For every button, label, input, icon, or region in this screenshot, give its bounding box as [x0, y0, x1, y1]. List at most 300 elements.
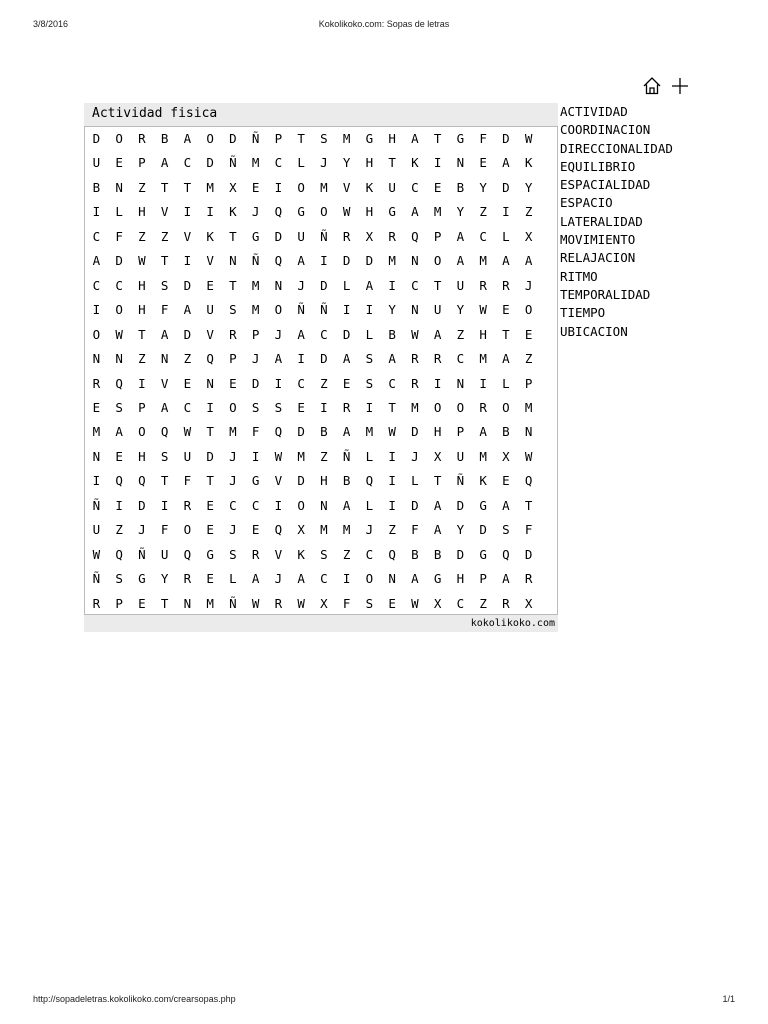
grid-cell[interactable]: S	[229, 546, 237, 562]
grid-cell[interactable]: A	[297, 571, 305, 587]
grid-cell[interactable]: Q	[274, 522, 283, 538]
grid-cell[interactable]: Q	[411, 228, 419, 244]
grid-cell[interactable]: Z	[479, 204, 487, 220]
grid-cell[interactable]: R	[251, 546, 260, 562]
grid-cell[interactable]: L	[502, 375, 510, 391]
grid-cell[interactable]: T	[524, 497, 533, 513]
grid-cell[interactable]: M	[251, 302, 260, 318]
grid-cell[interactable]: E	[251, 522, 260, 538]
grid-cell[interactable]: V	[274, 546, 283, 562]
grid-cell[interactable]: E	[388, 595, 396, 611]
grid-cell[interactable]: D	[365, 253, 374, 269]
grid-cell[interactable]: L	[297, 155, 305, 171]
grid-cell[interactable]: W	[92, 546, 101, 562]
grid-cell[interactable]: Q	[183, 546, 192, 562]
grid-cell[interactable]: K	[206, 228, 214, 244]
grid-cell[interactable]: R	[502, 595, 510, 611]
grid-cell[interactable]: Ñ	[92, 571, 101, 587]
grid-cell[interactable]: Z	[183, 351, 192, 367]
grid-cell[interactable]: I	[206, 204, 214, 220]
grid-cell[interactable]: A	[411, 131, 419, 146]
grid-cell[interactable]: E	[297, 399, 305, 415]
grid-cell[interactable]: J	[320, 155, 328, 171]
grid-cell[interactable]: H	[138, 204, 146, 220]
grid-cell[interactable]: D	[479, 522, 487, 538]
grid-cell[interactable]: Y	[342, 155, 351, 171]
grid-cell[interactable]: B	[320, 424, 328, 440]
grid-cell[interactable]: I	[342, 571, 351, 587]
grid-cell[interactable]: O	[115, 131, 123, 146]
grid-cell[interactable]: W	[524, 131, 533, 146]
grid-cell[interactable]: A	[502, 497, 510, 513]
grid-cell[interactable]: M	[479, 448, 487, 464]
grid-cell[interactable]: O	[274, 302, 283, 318]
grid-cell[interactable]: Ñ	[229, 155, 237, 171]
grid-cell[interactable]: Z	[138, 228, 146, 244]
grid-cell[interactable]: O	[524, 302, 533, 318]
grid-cell[interactable]: O	[456, 399, 465, 415]
grid-cell[interactable]: O	[297, 497, 305, 513]
grid-cell[interactable]: A	[274, 351, 283, 367]
grid-cell[interactable]: N	[183, 595, 192, 611]
grid-cell[interactable]: R	[388, 228, 396, 244]
grid-cell[interactable]: C	[456, 595, 465, 611]
grid-cell[interactable]: I	[138, 375, 146, 391]
grid-cell[interactable]: R	[138, 131, 146, 146]
grid-cell[interactable]: N	[229, 253, 237, 269]
grid-cell[interactable]: P	[479, 571, 487, 587]
grid-cell[interactable]: S	[115, 571, 123, 587]
grid-cell[interactable]: L	[115, 204, 123, 220]
grid-cell[interactable]: Y	[524, 179, 533, 195]
grid-cell[interactable]: W	[524, 448, 533, 464]
grid-cell[interactable]: J	[229, 522, 237, 538]
grid-cell[interactable]: X	[433, 448, 442, 464]
grid-cell[interactable]: V	[274, 473, 283, 489]
grid-cell[interactable]: S	[365, 351, 374, 367]
grid-cell[interactable]: O	[365, 571, 374, 587]
grid-cell[interactable]: R	[274, 595, 283, 611]
grid-cell[interactable]: U	[183, 448, 192, 464]
grid-cell[interactable]: Q	[502, 546, 510, 562]
grid-cell[interactable]: D	[524, 546, 533, 562]
grid-cell[interactable]: A	[411, 571, 419, 587]
grid-cell[interactable]: M	[92, 424, 101, 440]
grid-cell[interactable]: B	[92, 179, 101, 195]
grid-cell[interactable]: Ñ	[456, 473, 465, 489]
grid-cell[interactable]: B	[342, 473, 351, 489]
grid-cell[interactable]: I	[502, 204, 510, 220]
grid-cell[interactable]: H	[138, 277, 146, 293]
grid-cell[interactable]: J	[411, 448, 419, 464]
grid-cell[interactable]: C	[456, 351, 465, 367]
grid-cell[interactable]: I	[342, 302, 351, 318]
grid-cell[interactable]: Ñ	[342, 448, 351, 464]
grid-cell[interactable]: A	[456, 253, 465, 269]
grid-cell[interactable]: H	[365, 155, 374, 171]
grid-cell[interactable]: Ñ	[251, 253, 260, 269]
grid-cell[interactable]: J	[251, 204, 260, 220]
grid-cell[interactable]: B	[388, 326, 396, 342]
grid-cell[interactable]: E	[229, 375, 237, 391]
grid-cell[interactable]: R	[229, 326, 237, 342]
grid-cell[interactable]: T	[433, 473, 442, 489]
grid-cell[interactable]: P	[115, 595, 123, 611]
grid-cell[interactable]: I	[388, 497, 396, 513]
grid-cell[interactable]: R	[92, 375, 101, 391]
grid-cell[interactable]: A	[502, 571, 510, 587]
grid-cell[interactable]: I	[388, 473, 396, 489]
grid-cell[interactable]: W	[138, 253, 146, 269]
grid-cell[interactable]: A	[251, 571, 260, 587]
grid-cell[interactable]: T	[138, 326, 146, 342]
grid-cell[interactable]: F	[411, 522, 419, 538]
grid-cell[interactable]: T	[229, 228, 237, 244]
grid-cell[interactable]: E	[524, 326, 533, 342]
grid-cell[interactable]: L	[365, 497, 374, 513]
grid-cell[interactable]: T	[160, 179, 169, 195]
grid-cell[interactable]: D	[502, 179, 510, 195]
grid-cell[interactable]: E	[115, 448, 123, 464]
grid-cell[interactable]: M	[251, 155, 260, 171]
grid-cell[interactable]: I	[160, 497, 169, 513]
grid-cell[interactable]: A	[342, 351, 351, 367]
grid-cell[interactable]: W	[411, 326, 419, 342]
grid-cell[interactable]: A	[388, 351, 396, 367]
grid-cell[interactable]: A	[183, 302, 192, 318]
grid-cell[interactable]: A	[502, 351, 510, 367]
grid-cell[interactable]: Z	[524, 351, 533, 367]
grid-cell[interactable]: Y	[479, 179, 487, 195]
grid-cell[interactable]: L	[229, 571, 237, 587]
grid-cell[interactable]: O	[206, 131, 214, 146]
grid-cell[interactable]: K	[524, 155, 533, 171]
grid-cell[interactable]: M	[479, 253, 487, 269]
grid-cell[interactable]: T	[388, 399, 396, 415]
grid-cell[interactable]: I	[183, 253, 192, 269]
grid-cell[interactable]: B	[433, 546, 442, 562]
grid-cell[interactable]: Q	[160, 424, 169, 440]
grid-cell[interactable]: P	[433, 228, 442, 244]
grid-cell[interactable]: D	[92, 131, 101, 146]
grid-cell[interactable]: J	[524, 277, 533, 293]
grid-cell[interactable]: C	[274, 155, 283, 171]
grid-cell[interactable]: G	[479, 546, 487, 562]
grid-cell[interactable]: G	[388, 204, 396, 220]
grid-cell[interactable]: R	[92, 595, 101, 611]
grid-cell[interactable]: N	[92, 448, 101, 464]
grid-cell[interactable]: M	[365, 424, 374, 440]
grid-cell[interactable]: O	[297, 179, 305, 195]
grid-cell[interactable]: P	[274, 131, 283, 146]
grid-cell[interactable]: I	[274, 375, 283, 391]
grid-cell[interactable]: O	[183, 522, 192, 538]
grid-cell[interactable]: Ñ	[229, 595, 237, 611]
grid-cell[interactable]: Ñ	[251, 131, 260, 146]
grid-cell[interactable]: D	[297, 473, 305, 489]
grid-cell[interactable]: O	[320, 204, 328, 220]
grid-cell[interactable]: F	[160, 302, 169, 318]
grid-cell[interactable]: R	[411, 375, 419, 391]
grid-cell[interactable]: G	[365, 131, 374, 146]
grid-cell[interactable]: W	[342, 204, 351, 220]
grid-cell[interactable]: K	[297, 546, 305, 562]
grid-cell[interactable]: O	[502, 399, 510, 415]
grid-cell[interactable]: D	[206, 448, 214, 464]
grid-cell[interactable]: A	[433, 522, 442, 538]
grid-cell[interactable]: C	[320, 571, 328, 587]
grid-cell[interactable]: H	[365, 204, 374, 220]
grid-cell[interactable]: R	[183, 571, 192, 587]
grid-cell[interactable]: E	[206, 522, 214, 538]
grid-cell[interactable]: X	[320, 595, 328, 611]
grid-cell[interactable]: W	[479, 302, 487, 318]
grid-cell[interactable]: M	[206, 179, 214, 195]
grid-cell[interactable]: D	[183, 326, 192, 342]
grid-cell[interactable]: C	[92, 228, 101, 244]
grid-cell[interactable]: S	[320, 131, 328, 146]
grid-cell[interactable]: D	[342, 326, 351, 342]
grid-cell[interactable]: V	[206, 326, 214, 342]
grid-cell[interactable]: O	[229, 399, 237, 415]
grid-cell[interactable]: D	[456, 497, 465, 513]
grid-cell[interactable]: F	[160, 522, 169, 538]
grid-cell[interactable]: G	[251, 473, 260, 489]
grid-cell[interactable]: E	[138, 595, 146, 611]
grid-cell[interactable]: Q	[115, 546, 123, 562]
grid-cell[interactable]: N	[456, 155, 465, 171]
grid-cell[interactable]: W	[183, 424, 192, 440]
grid-cell[interactable]: E	[251, 179, 260, 195]
grid-cell[interactable]: S	[115, 399, 123, 415]
grid-cell[interactable]: T	[433, 131, 442, 146]
grid-cell[interactable]: R	[342, 228, 351, 244]
grid-cell[interactable]: Q	[115, 473, 123, 489]
grid-cell[interactable]: I	[433, 375, 442, 391]
grid-cell[interactable]: X	[524, 228, 533, 244]
grid-cell[interactable]: G	[251, 228, 260, 244]
grid-cell[interactable]: C	[183, 155, 192, 171]
grid-cell[interactable]: A	[115, 424, 123, 440]
grid-cell[interactable]: N	[274, 277, 283, 293]
grid-cell[interactable]: Z	[115, 522, 123, 538]
grid-cell[interactable]: A	[456, 228, 465, 244]
grid-cell[interactable]: K	[411, 155, 419, 171]
grid-cell[interactable]: Y	[456, 204, 465, 220]
grid-cell[interactable]: E	[342, 375, 351, 391]
grid-cell[interactable]: A	[297, 253, 305, 269]
grid-cell[interactable]: M	[229, 424, 237, 440]
grid-cell[interactable]: O	[115, 302, 123, 318]
grid-cell[interactable]: J	[365, 522, 374, 538]
grid-cell[interactable]: M	[297, 448, 305, 464]
grid-cell[interactable]: B	[502, 424, 510, 440]
grid-cell[interactable]: Q	[274, 424, 283, 440]
grid-cell[interactable]: Q	[524, 473, 533, 489]
grid-cell[interactable]: G	[297, 204, 305, 220]
grid-cell[interactable]: I	[479, 375, 487, 391]
grid-cell[interactable]: N	[115, 351, 123, 367]
grid-cell[interactable]: W	[251, 595, 260, 611]
grid-cell[interactable]: Y	[456, 522, 465, 538]
grid-cell[interactable]: N	[92, 351, 101, 367]
grid-cell[interactable]: I	[251, 448, 260, 464]
grid-cell[interactable]: A	[433, 326, 442, 342]
grid-cell[interactable]: T	[160, 595, 169, 611]
grid-cell[interactable]: C	[411, 277, 419, 293]
grid-cell[interactable]: T	[160, 253, 169, 269]
grid-cell[interactable]: I	[320, 253, 328, 269]
grid-cell[interactable]: N	[411, 253, 419, 269]
grid-cell[interactable]: D	[320, 277, 328, 293]
grid-cell[interactable]: S	[160, 448, 169, 464]
grid-cell[interactable]: F	[251, 424, 260, 440]
grid-cell[interactable]: D	[320, 351, 328, 367]
grid-cell[interactable]: S	[502, 522, 510, 538]
grid-cell[interactable]: Ñ	[320, 228, 328, 244]
grid-cell[interactable]: F	[183, 473, 192, 489]
grid-cell[interactable]: I	[115, 497, 123, 513]
grid-cell[interactable]: S	[365, 595, 374, 611]
grid-cell[interactable]: N	[160, 351, 169, 367]
grid-cell[interactable]: Z	[479, 595, 487, 611]
grid-cell[interactable]: E	[115, 155, 123, 171]
grid-cell[interactable]: A	[411, 204, 419, 220]
grid-cell[interactable]: W	[115, 326, 123, 342]
grid-cell[interactable]: I	[92, 302, 101, 318]
grid-cell[interactable]: Y	[388, 302, 396, 318]
grid-cell[interactable]: A	[433, 497, 442, 513]
grid-cell[interactable]: I	[92, 473, 101, 489]
grid-cell[interactable]: X	[297, 522, 305, 538]
grid-cell[interactable]: E	[206, 277, 214, 293]
grid-cell[interactable]: U	[160, 546, 169, 562]
grid-cell[interactable]: H	[138, 448, 146, 464]
grid-cell[interactable]: Q	[115, 375, 123, 391]
grid-cell[interactable]: R	[342, 399, 351, 415]
grid-cell[interactable]: N	[115, 179, 123, 195]
grid-cell[interactable]: I	[433, 155, 442, 171]
grid-cell[interactable]: N	[411, 302, 419, 318]
grid-cell[interactable]: N	[320, 497, 328, 513]
grid-cell[interactable]: S	[251, 399, 260, 415]
grid-cell[interactable]: C	[365, 546, 374, 562]
grid-cell[interactable]: W	[274, 448, 283, 464]
grid-cell[interactable]: E	[502, 473, 510, 489]
grid-cell[interactable]: A	[502, 253, 510, 269]
grid-cell[interactable]: K	[365, 179, 374, 195]
grid-cell[interactable]: A	[160, 399, 169, 415]
grid-cell[interactable]: K	[479, 473, 487, 489]
grid-cell[interactable]: L	[365, 448, 374, 464]
grid-cell[interactable]: J	[229, 473, 237, 489]
grid-cell[interactable]: M	[411, 399, 419, 415]
grid-cell[interactable]: G	[206, 546, 214, 562]
grid-cell[interactable]: I	[388, 277, 396, 293]
grid-cell[interactable]: E	[183, 375, 192, 391]
grid-cell[interactable]: D	[274, 228, 283, 244]
grid-cell[interactable]: U	[92, 522, 101, 538]
grid-cell[interactable]: Y	[160, 571, 169, 587]
grid-cell[interactable]: U	[92, 155, 101, 171]
grid-cell[interactable]: I	[320, 399, 328, 415]
grid-cell[interactable]: U	[388, 179, 396, 195]
grid-cell[interactable]: B	[411, 546, 419, 562]
plus-icon[interactable]	[670, 76, 690, 96]
grid-cell[interactable]: E	[502, 302, 510, 318]
grid-cell[interactable]: R	[433, 351, 442, 367]
grid-cell[interactable]: Z	[524, 204, 533, 220]
grid-cell[interactable]: Z	[160, 228, 169, 244]
grid-cell[interactable]: D	[411, 424, 419, 440]
grid-cell[interactable]: C	[115, 277, 123, 293]
grid-cell[interactable]: F	[115, 228, 123, 244]
grid-cell[interactable]: T	[206, 473, 214, 489]
grid-cell[interactable]: X	[229, 179, 237, 195]
grid-cell[interactable]: S	[274, 399, 283, 415]
grid-cell[interactable]: F	[524, 522, 533, 538]
grid-cell[interactable]: W	[388, 424, 396, 440]
grid-cell[interactable]: D	[502, 131, 510, 146]
grid-cell[interactable]: P	[138, 399, 146, 415]
grid-cell[interactable]: I	[274, 179, 283, 195]
grid-cell[interactable]: R	[479, 277, 487, 293]
grid-cell[interactable]: P	[229, 351, 237, 367]
grid-cell[interactable]: T	[388, 155, 396, 171]
grid-cell[interactable]: E	[433, 179, 442, 195]
grid-cell[interactable]: J	[274, 326, 283, 342]
grid-cell[interactable]: M	[320, 179, 328, 195]
grid-cell[interactable]: N	[388, 571, 396, 587]
grid-cell[interactable]: S	[160, 277, 169, 293]
grid-cell[interactable]: T	[433, 277, 442, 293]
grid-cell[interactable]: C	[251, 497, 260, 513]
grid-cell[interactable]: C	[297, 375, 305, 391]
grid-cell[interactable]: T	[297, 131, 305, 146]
grid-cell[interactable]: P	[251, 326, 260, 342]
grid-cell[interactable]: D	[206, 155, 214, 171]
grid-cell[interactable]: C	[229, 497, 237, 513]
grid-cell[interactable]: U	[297, 228, 305, 244]
grid-cell[interactable]: Z	[342, 546, 351, 562]
grid-cell[interactable]: T	[502, 326, 510, 342]
grid-cell[interactable]: C	[183, 399, 192, 415]
grid-cell[interactable]: Ñ	[320, 302, 328, 318]
grid-cell[interactable]: H	[138, 302, 146, 318]
grid-cell[interactable]: V	[160, 375, 169, 391]
grid-cell[interactable]: W	[411, 595, 419, 611]
grid-cell[interactable]: N	[524, 424, 533, 440]
grid-cell[interactable]: C	[388, 375, 396, 391]
grid-cell[interactable]: Ñ	[138, 546, 146, 562]
grid-cell[interactable]: Ñ	[297, 302, 305, 318]
grid-cell[interactable]: M	[342, 522, 351, 538]
grid-cell[interactable]: T	[206, 424, 214, 440]
grid-cell[interactable]: Z	[138, 179, 146, 195]
grid-cell[interactable]: U	[206, 302, 214, 318]
grid-cell[interactable]: D	[138, 497, 146, 513]
grid-cell[interactable]: Q	[365, 473, 374, 489]
grid-cell[interactable]: V	[342, 179, 351, 195]
grid-cell[interactable]: X	[524, 595, 533, 611]
grid-cell[interactable]: I	[388, 448, 396, 464]
grid-cell[interactable]: B	[160, 131, 169, 146]
grid-cell[interactable]: C	[92, 277, 101, 293]
grid-cell[interactable]: A	[524, 253, 533, 269]
grid-cell[interactable]: O	[92, 326, 101, 342]
grid-cell[interactable]: P	[138, 155, 146, 171]
grid-cell[interactable]: K	[229, 204, 237, 220]
